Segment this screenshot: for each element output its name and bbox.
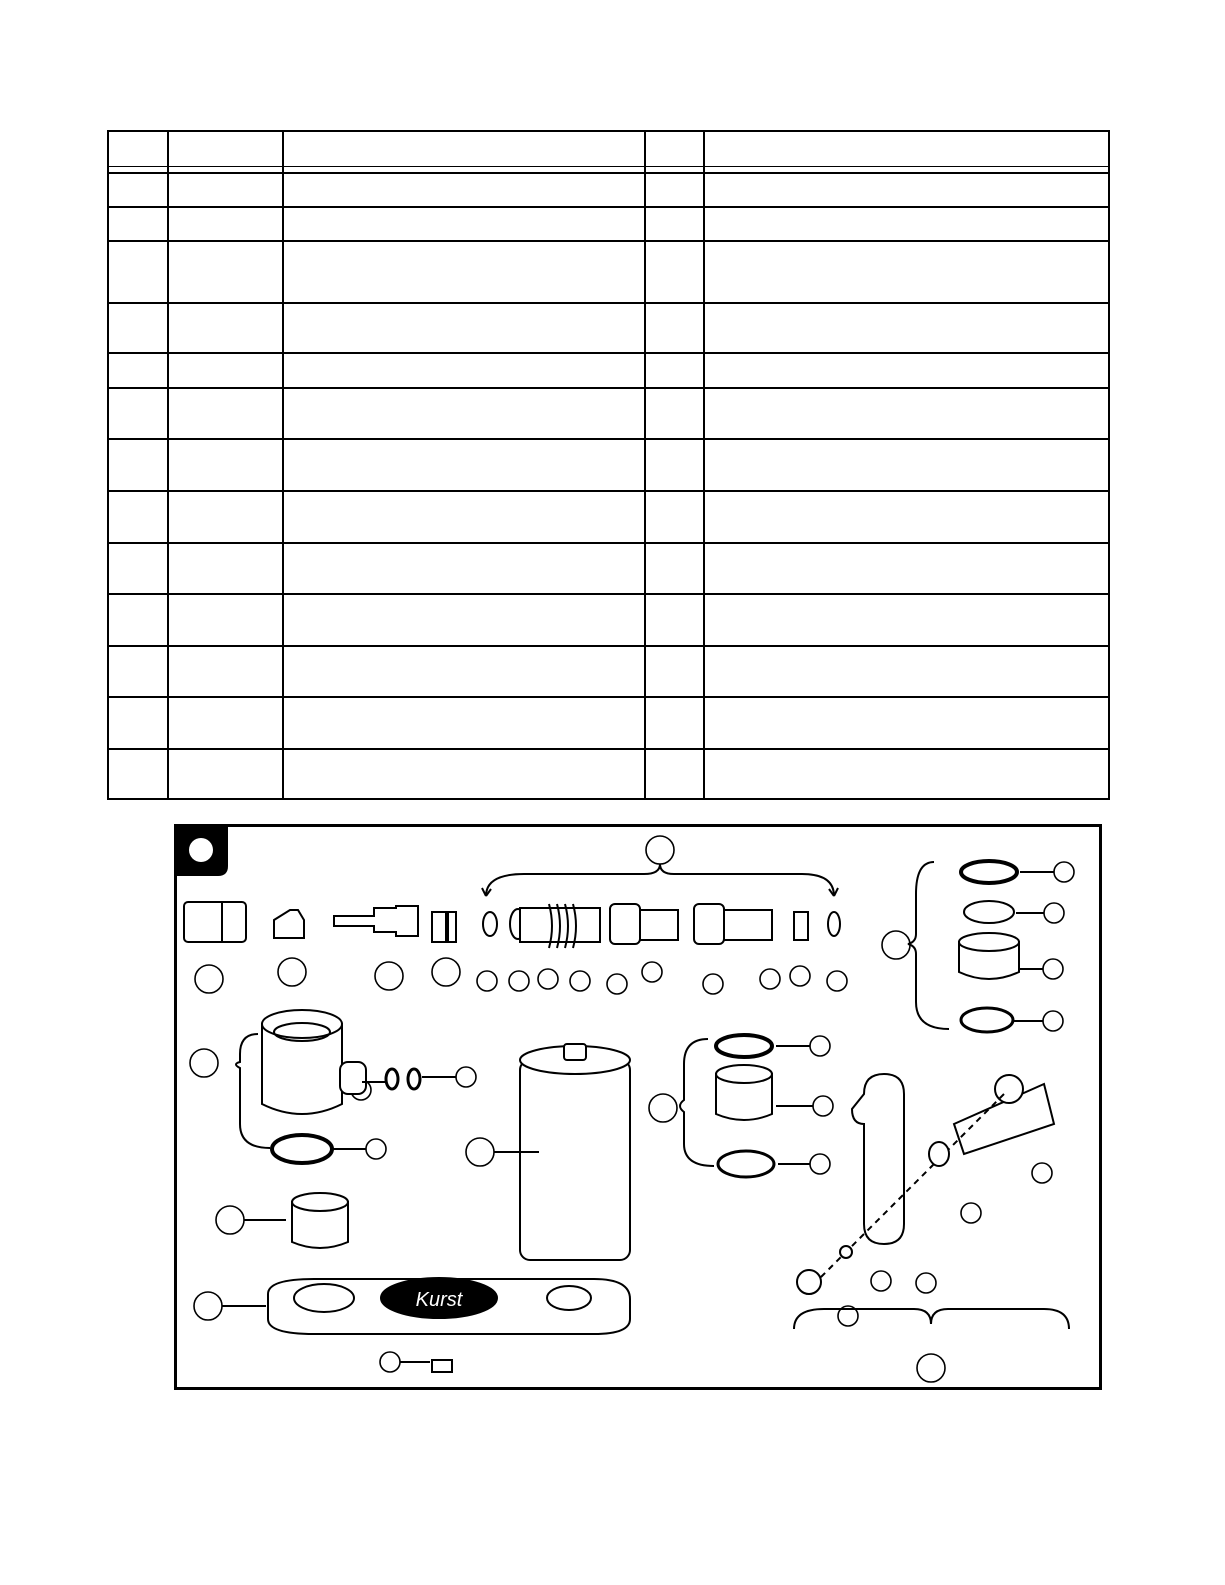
table-row — [109, 302, 1108, 304]
parts-table — [107, 130, 1110, 800]
table-row — [109, 438, 1108, 440]
table-row — [109, 490, 1108, 492]
canister — [494, 1044, 630, 1260]
exploded-parts-diagram — [174, 824, 1102, 1390]
table-column-divider — [703, 132, 705, 798]
table-column-divider — [282, 132, 284, 798]
table-column-divider — [644, 132, 646, 798]
table-row — [109, 542, 1108, 544]
middle-right-parts — [680, 1035, 813, 1177]
table-header-rule — [109, 166, 1108, 167]
svg-text:Kurst: Kurst — [415, 1289, 463, 1311]
table-row — [109, 593, 1108, 595]
table-row — [109, 352, 1108, 354]
top-row-parts — [184, 864, 840, 948]
table-row — [109, 748, 1108, 750]
table-row — [109, 172, 1108, 174]
corner-tab-circle — [189, 838, 213, 862]
table-column-divider — [167, 132, 169, 798]
table-row — [109, 387, 1108, 389]
right-group-parts — [908, 861, 1054, 1032]
table-row — [109, 645, 1108, 647]
table-row — [109, 696, 1108, 698]
table-row — [109, 240, 1108, 242]
table-row — [109, 206, 1108, 208]
